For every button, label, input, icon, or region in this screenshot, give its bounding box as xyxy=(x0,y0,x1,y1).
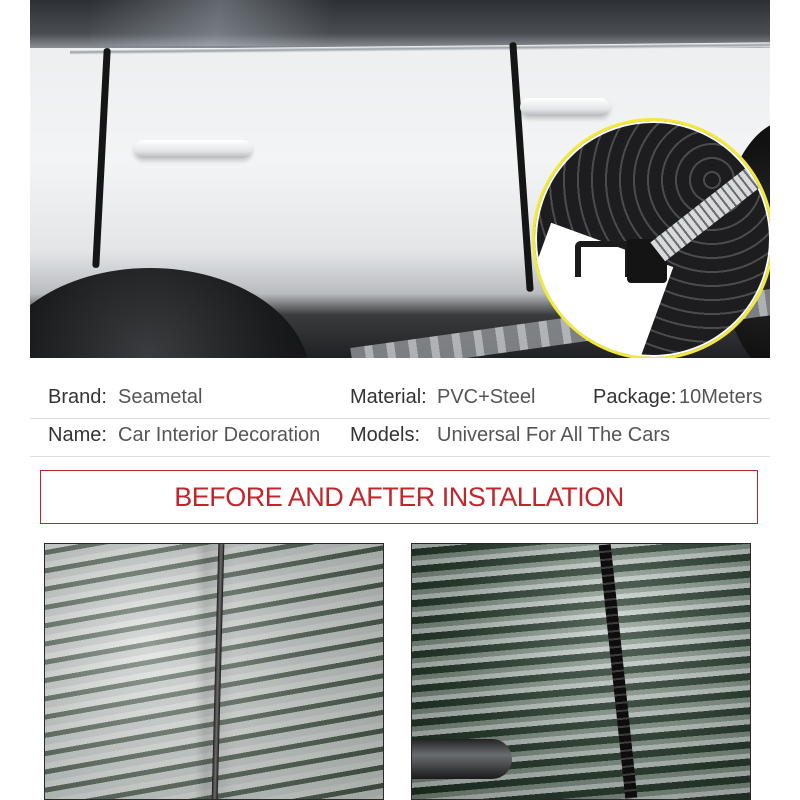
models-label: Models: xyxy=(350,424,421,446)
spec-row-1 xyxy=(30,380,770,419)
rear-door-handle xyxy=(520,98,610,116)
material-label: Material: xyxy=(350,386,427,408)
window-reflection xyxy=(90,0,410,46)
hero-photo xyxy=(30,0,770,358)
u-profile-segment xyxy=(575,241,631,277)
package-label: Package: xyxy=(593,386,677,408)
brand-label: Brand: xyxy=(48,386,107,408)
rear-door-seam xyxy=(509,42,533,292)
package-value: 10Meters xyxy=(679,386,763,408)
section-banner xyxy=(40,470,758,524)
steel-core-insert xyxy=(650,169,759,262)
door-gap-with-trim xyxy=(599,544,638,799)
before-photo xyxy=(44,543,384,800)
section-title: BEFORE AND AFTER INSTALLATION xyxy=(174,481,624,512)
name-value: Car Interior Decoration xyxy=(118,424,321,446)
after-photo xyxy=(411,543,751,800)
models-value: Universal For All The Cars xyxy=(437,424,671,446)
front-door-seam xyxy=(92,48,111,268)
brand-value: Seametal xyxy=(118,386,203,408)
front-wheel xyxy=(30,268,310,358)
spec-row-2 xyxy=(30,418,770,457)
name-label: Name: xyxy=(48,424,107,446)
trim-strip-inset xyxy=(532,118,770,358)
door-handle-after xyxy=(412,739,512,779)
front-door-handle xyxy=(134,140,252,158)
material-value: PVC+Steel xyxy=(437,386,536,408)
